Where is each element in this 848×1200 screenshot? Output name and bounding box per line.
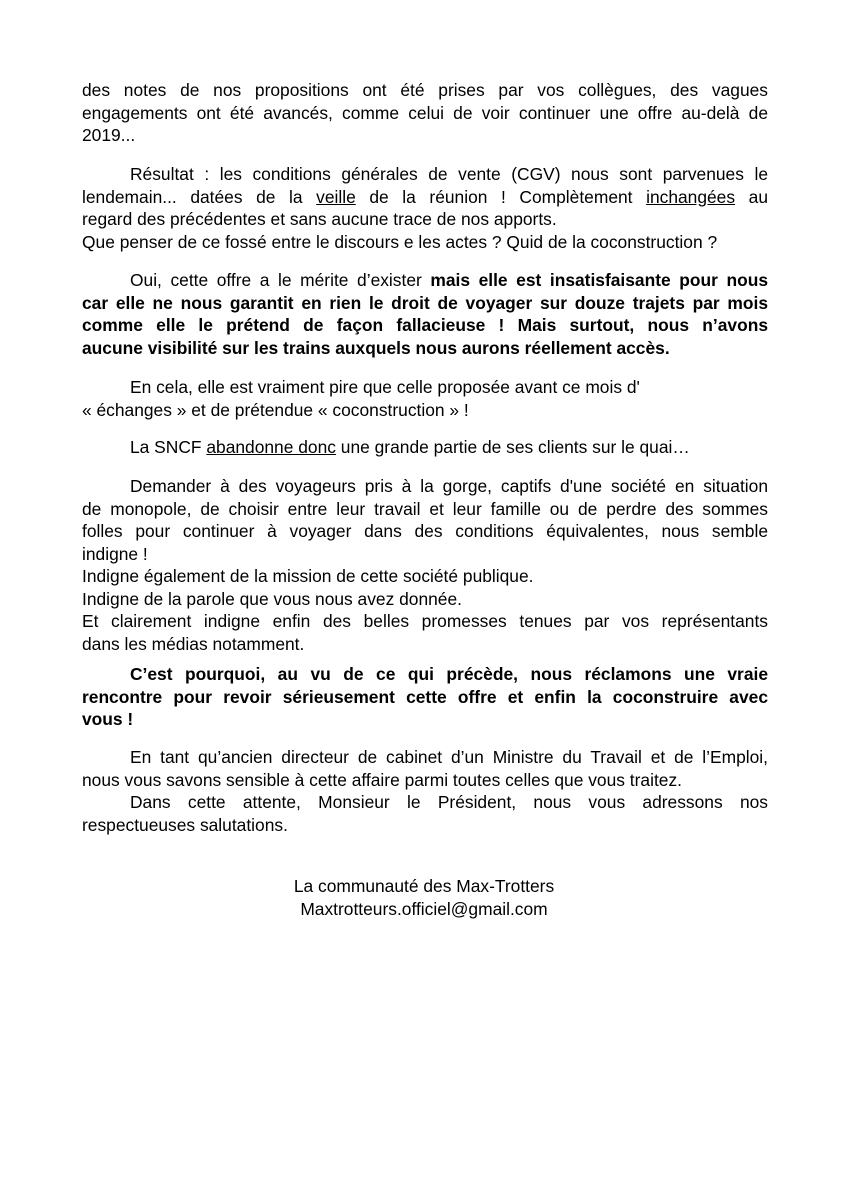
paragraph-engagements [82,79,768,147]
signature-block [0,875,848,920]
text-segment: de la réunion ! Complètement [355,186,647,207]
text-line-with-underline [82,436,768,459]
text-line: « échanges » et de prétendue « coconstruction » ! [82,399,469,420]
bold-text-line: comme elle le prétend de façon fallacieuse ! Mais surtout, nous n’avons [82,315,768,335]
paragraph-closing [82,746,768,836]
paragraph-result [82,163,768,253]
bold-text-line: aucune visibilité sur les trains auxquels nous aurons réellement accès. [82,337,670,358]
text-segment: une grande partie de ses clients sur le quai… [335,437,690,457]
text-line-with-underlines [82,186,768,209]
text-line: En cela, elle est vraiment pire que celle proposée avant ce mois d' [130,377,640,397]
text-segment: lendemain... datées de la [82,186,317,207]
text-line: Indigne de la parole que vous nous avez donnée. [82,588,462,609]
text-line: des notes de nos propositions ont été prises par vos collègues, des vagues [82,80,768,100]
text-line: 2019... [82,125,136,145]
bold-text-line: rencontre pour revoir sérieusement cette offre et enfin la coconstruire avec [82,686,768,707]
underlined-word-inchangees: inchangées [646,186,736,207]
text-segment: La SNCF [130,437,207,457]
text-line: Que penser de ce fossé entre le discours e les actes ? Quid de la coconstruction ? [82,231,718,252]
text-line: dans les médias notamment. [82,633,305,654]
paragraph-sncf-abandon [82,436,768,459]
text-line: indigne ! [82,543,148,564]
text-line: engagements ont été avancés, comme celui de voir continuer une offre au-delà de [82,102,768,123]
bold-text-line: car elle ne nous garantit en rien le droit de voyager sur douze trajets par mois [82,292,768,313]
text-line: folles pour continuer à voyager dans des conditions équivalentes, nous semble [82,521,768,541]
text-line: de monopole, de choisir entre leur travail et leur famille ou de perdre des sommes [82,498,768,519]
bold-segment: mais elle est insatisfaisante pour nous [430,270,769,290]
bold-text-line: C’est pourquoi, au vu de ce qui précède, nous réclamons une vraie [130,664,768,684]
text-line: En tant qu’ancien directeur de cabinet d’un Ministre du Travail et de l’Emploi, [130,747,768,767]
signature-email: Maxtrotteurs.officiel@gmail.com [300,898,548,919]
paragraph-worse [82,376,768,421]
paragraph-demand [82,663,768,731]
text-line-mixed [82,269,768,292]
text-line: Demander à des voyageurs pris à la gorge, captifs d'une société en situation [130,476,768,496]
bold-text-line: vous ! [82,709,134,729]
signature-name: La communauté des Max-Trotters [293,876,555,896]
text-segment: au [735,186,768,207]
text-segment: Oui, cette offre a le mérite d’exister [130,270,431,290]
text-line: Dans cette attente, Monsieur le Président, nous vous adressons nos [130,792,768,812]
text-line: nous vous savons sensible à cette affaire parmi toutes celles que vous traitez. [82,769,682,790]
paragraph-offer-criticism [82,269,768,359]
text-line: Résultat : les conditions générales de vente (CGV) nous sont parvenues le [130,164,768,184]
text-line: respectueuses salutations. [82,814,288,835]
underlined-word-veille: veille [316,186,356,207]
text-line: regard des précédentes et sans aucune trace de nos apports. [82,209,557,229]
paragraph-indigne [82,475,768,655]
underlined-phrase: abandonne donc [206,437,336,457]
text-line: Et clairement indigne enfin des belles promesses tenues par vos représentants [82,611,768,631]
text-line: Indigne également de la mission de cette société publique. [82,566,534,586]
